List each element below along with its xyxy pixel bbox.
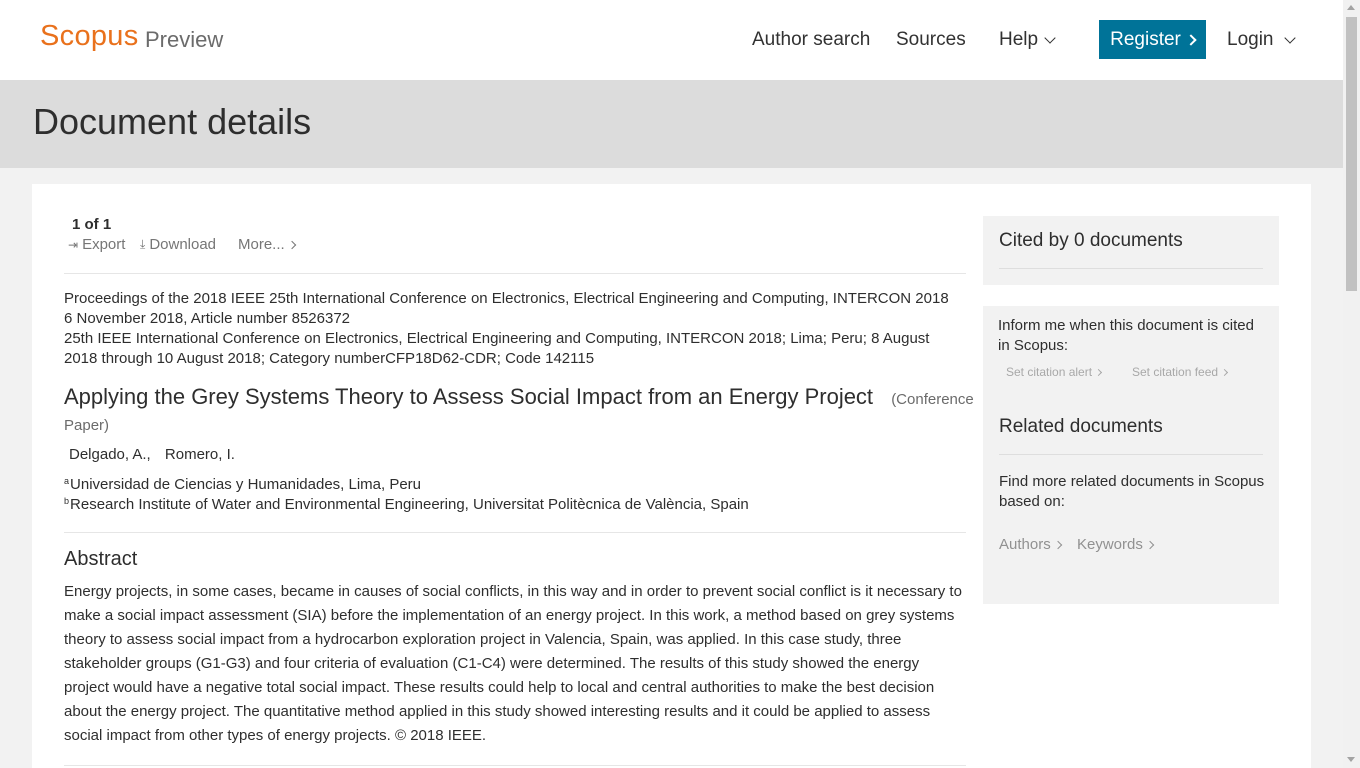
document-title [64, 384, 974, 410]
divider [64, 273, 966, 274]
affiliation-text: Universidad de Ciencias y Humanidades, Lima, Peru [70, 476, 422, 493]
nav-help-label: Help [999, 28, 1039, 50]
export-button[interactable] [68, 236, 125, 253]
download-label: Download [149, 236, 217, 253]
related-by-authors-link[interactable] [999, 536, 1061, 553]
register-label: Register [1110, 28, 1181, 50]
set-citation-feed-link[interactable] [1132, 365, 1227, 379]
citation-alert-text: Inform me when this document is cited in Scopus: [998, 317, 1254, 354]
export-icon: ⇥ [68, 237, 79, 252]
nav-sources-label: Sources [896, 28, 966, 50]
document-type: (Conference [891, 391, 974, 408]
affiliation-text: Research Institute of Water and Environmental Engineering, Universitat Politècnica de València, Spain [70, 496, 749, 513]
chevron-right-icon [1185, 34, 1196, 45]
page-title: Document details [33, 101, 312, 142]
keywords-link-label: Keywords [1077, 536, 1143, 553]
chevron-down-icon [1284, 32, 1295, 43]
author-link[interactable]: Romero, I. [164, 446, 235, 463]
scrollbar-thumb[interactable] [1346, 17, 1357, 291]
register-button[interactable] [1099, 20, 1206, 59]
author-list [69, 446, 235, 463]
abstract-heading: Abstract [64, 548, 138, 570]
divider [64, 532, 966, 533]
set-citation-alert-label: Set citation alert [1006, 365, 1093, 379]
cited-by-heading: Cited by 0 documents [999, 230, 1183, 251]
scroll-up-arrow-icon[interactable] [1347, 5, 1355, 10]
affiliation [64, 496, 749, 513]
logo-preview-label: Preview [145, 27, 224, 52]
nav-sources[interactable] [896, 20, 966, 59]
divider [64, 765, 966, 766]
export-label: Export [82, 236, 126, 253]
related-by-keywords-link[interactable] [1077, 536, 1153, 553]
related-documents-heading: Related documents [999, 416, 1163, 437]
chevron-right-icon [1053, 540, 1061, 548]
authors-link-label: Authors [999, 536, 1051, 553]
conference-info-cont: 2018 through 10 August 2018; Category numberCFP18D62-CDR; Code 142115 [64, 350, 595, 367]
chevron-down-icon [1044, 32, 1055, 43]
source-title[interactable]: Proceedings of the 2018 IEEE 25th International Conference on Electronics, Electrical Engineering and Computing, INTERCON 2018 [64, 290, 949, 307]
result-counter: 1 of 1 [72, 216, 112, 233]
chevron-right-icon [1221, 368, 1228, 375]
affiliation [64, 476, 421, 493]
chevron-right-icon [287, 240, 295, 248]
conference-info: 25th IEEE International Conference on Electronics, Electrical Engineering and Computing, INTERCON 2018; Lima; Peru; 8 August [64, 330, 930, 347]
document-title-text: Applying the Grey Systems Theory to Assess Social Impact from an Energy Project [64, 384, 874, 409]
affiliation-mark: a [64, 476, 70, 486]
scroll-down-arrow-icon[interactable] [1347, 757, 1355, 762]
set-citation-feed-label: Set citation feed [1132, 365, 1219, 379]
author-link[interactable]: Delgado, A., [69, 446, 151, 463]
nav-login[interactable] [1227, 20, 1294, 59]
nav-login-label: Login [1227, 28, 1274, 50]
more-label: More... [238, 236, 285, 253]
abstract-text: Energy projects, in some cases, became in causes of social conflicts, in this way and in order to prevent social conflict is it necessary to make a social impact assessment (SIA) before the implementation of an energy project. In this work, a method based on grey systems theory to assess social impact from a hydrocarbon exploration project in Valencia, Spain, was applied. In this case study, three stakeholder groups (G1-G3) and four criteria of evaluation (C1-C4) were determined. The results of this study showed the energy project would have a negative total social impact. These results could help to local and central authorities to make the best decision about the energy project. The quantitative method applied in this study showed interesting results and it could be applied to assess social impact from other types of energy projects. © 2018 IEEE. [64, 583, 962, 744]
chevron-right-icon [1146, 540, 1154, 548]
scopus-logo[interactable]: Scopus [40, 20, 139, 52]
divider [999, 268, 1263, 269]
source-date: 6 November 2018, Article number 8526372 [64, 310, 351, 327]
divider [999, 454, 1263, 455]
nav-help[interactable] [999, 20, 1054, 59]
document-type-cont: Paper) [64, 417, 110, 434]
set-citation-alert-link[interactable] [1006, 365, 1101, 379]
nav-author-search-label: Author search [752, 28, 871, 50]
chevron-right-icon [1095, 368, 1102, 375]
download-button[interactable] [140, 236, 216, 253]
download-icon: ⤓ [140, 237, 146, 251]
nav-author-search[interactable] [752, 20, 870, 59]
related-documents-text: Find more related documents in Scopus based on: [999, 473, 1265, 510]
affiliation-mark: b [64, 496, 70, 506]
more-button[interactable] [238, 236, 295, 253]
